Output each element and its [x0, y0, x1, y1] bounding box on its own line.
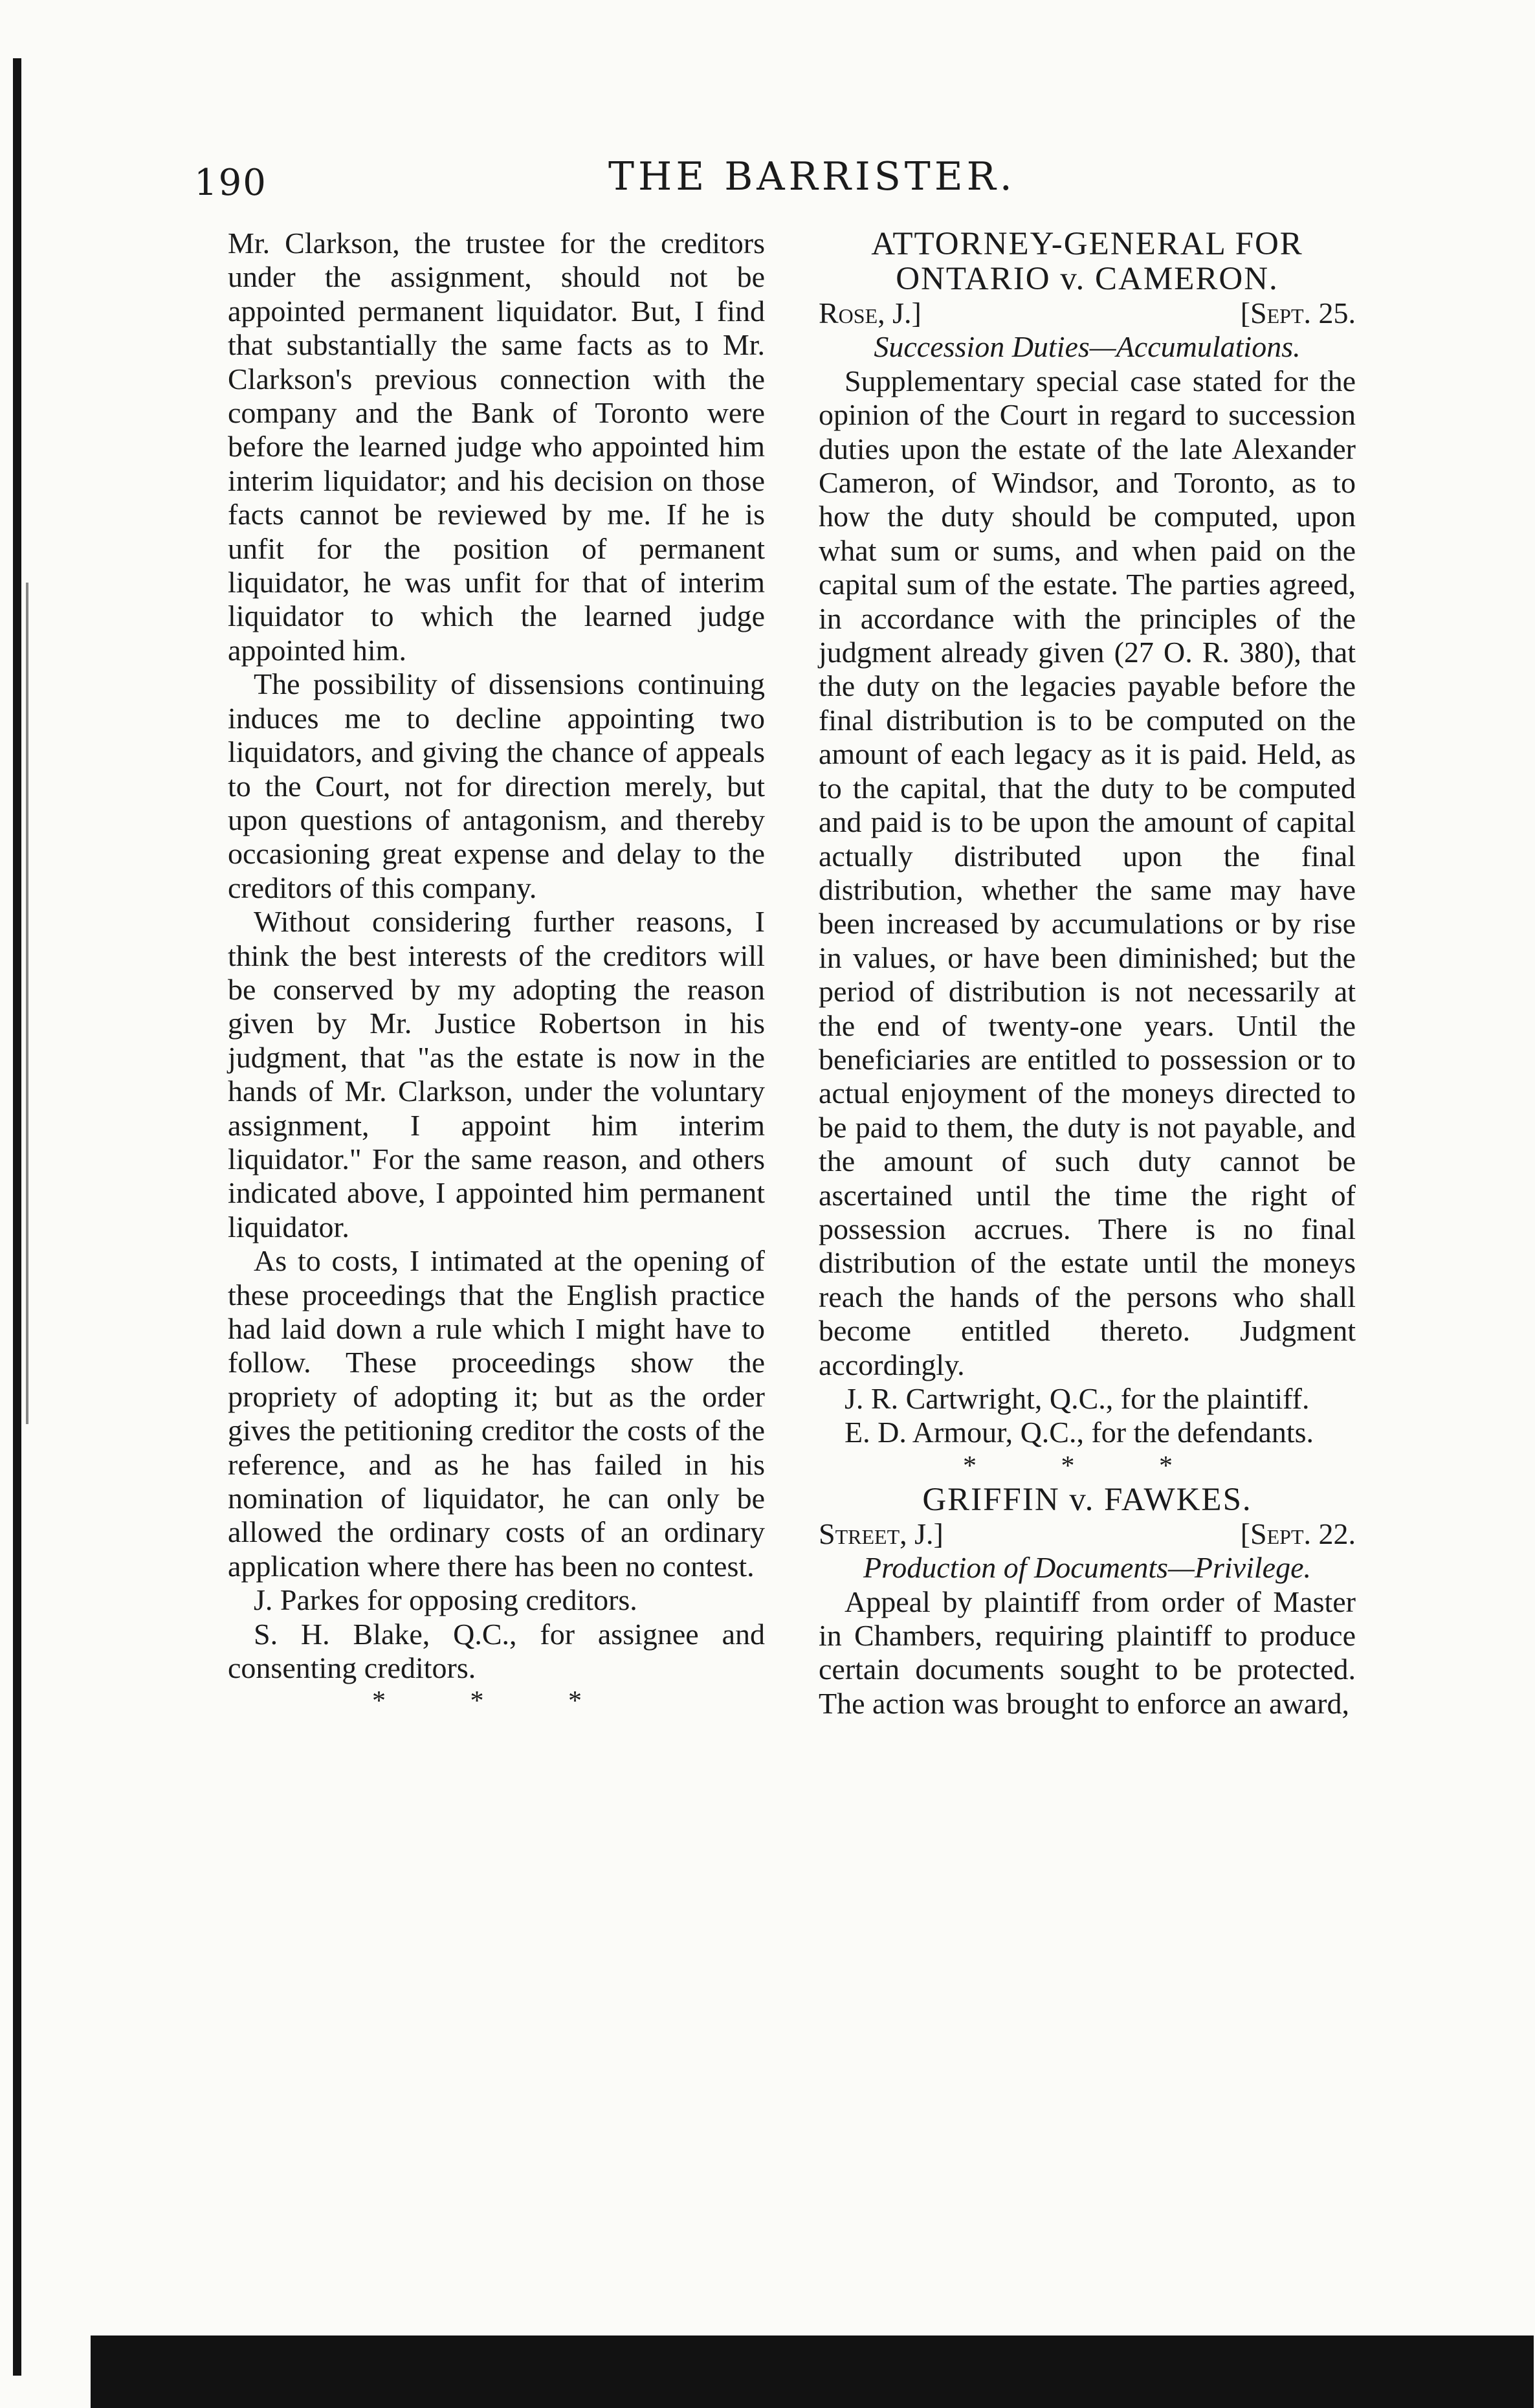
page-number: 190	[194, 162, 267, 204]
section-separator: * * *	[372, 1686, 621, 1717]
paragraph: The possibility of dissensions continuing induces me to decline appointing two liquidators, and giving the chance of appeals to the Court, not for direction merely, but upon questions of antagonism, and thereby occasioning great expense and delay to the creditors of this company.	[228, 667, 765, 904]
paragraph: Supplementary special case stated for the opinion of the Court in regard to succession duties upon the estate of the late Alexander Cameron, of Windsor, and Toronto, as to how the duty should be computed, upon what sum or sums, and when paid on the capital sum of the estate. The parties agreed, in accordance with the principles of the judgment already given (27 O. R. 380), that the duty on the legacies payable before the final distribution is to be computed on the amount of each legacy as it is paid. Held, as to the capital, that the duty to be computed and paid is to be upon the amount of capital actually distributed upon the final distribution, whether the same may have been increased by accumulations or by rise in values, or have been diminished; but the period of distribution is not necessarily at the end of twenty-one years. Until the beneficiaries are entitled to possession or to actual enjoyment of the moneys directed to be paid to them, the duty is not payable, and the amount of such duty cannot be ascertained until the time the right of possession accrues. There is no final distribution of the estate until the moneys reach the hands of the persons who shall become entitled thereto. Judgment accordingly.	[819, 364, 1356, 1381]
judge: Street, J.]	[819, 1517, 944, 1550]
running-head: THE BARRISTER.	[608, 154, 1016, 199]
section-separator: * * *	[963, 1451, 1211, 1481]
paragraph: As to costs, I intimated at the opening of these proceedings that the English practice had laid down a rule which I might have to follow. These proceedings show the propriety of adopting it; but as the order gives the petitioning creditor the costs of the reference, and as he has failed in his nomination of liquidator, he can only be allowed the ordinary costs of an ordinary application where there has been no contest.	[228, 1244, 765, 1583]
paragraph: Without considering further reasons, I think the best interests of the creditors will be conserved by my adopting the reason given by Mr. Justice Robertson in his judgment, that "as the estate is now in the hands of Mr. Clarkson, under the voluntary assignment, I appoint him interim liquidator." For the same reason, and others indicated above, I appointed him permanent liquidator.	[228, 905, 765, 1243]
paragraph: Mr. Clarkson, the trustee for the creditors under the assignment, should not be appointed permanent liquidator. But, I find that substantially the same facts as to Mr. Clarkson's previous connection with the company and the Bank of Toronto were before the learned judge who appointed him interim liquidator; and his decision on those facts cannot be reviewed by me. If he is unfit for the position of permanent liquidator, he was unfit for that of interim liquidator to which the learned judge appointed him.	[228, 227, 765, 667]
judge-line	[819, 1517, 1356, 1551]
counsel-line: J. R. Cartwright, Q.C., for the plaintiff.	[845, 1382, 1310, 1415]
judge-line	[819, 296, 1356, 330]
counsel-line: J. Parkes for opposing creditors.	[254, 1583, 637, 1617]
page-header	[194, 154, 1398, 212]
date: [Sept. 22.	[1240, 1517, 1356, 1550]
judge: Rose, J.]	[819, 296, 922, 329]
date: [Sept. 25.	[1240, 296, 1356, 329]
case-subject: Production of Documents—Privilege.	[863, 1551, 1311, 1585]
counsel-line: S. H. Blake, Q.C., for assignee and consenting creditors.	[228, 1617, 765, 1685]
counsel-line: E. D. Armour, Q.C., for the defendants.	[845, 1416, 1314, 1449]
right-column	[819, 227, 1356, 1721]
paragraph: Appeal by plaintiff from order of Master in Chambers, requiring plaintiff to produce certain documents sought to be protected. The action was brought to enforce an award,	[819, 1585, 1356, 1720]
scan-left-edge	[13, 58, 21, 2376]
case-subject: Succession Duties—Accumulations.	[874, 330, 1301, 364]
scan-left-edge-mark	[26, 583, 28, 1424]
case-title: ATTORNEY-GENERAL FOR ONTARIO v. CAMERON.	[871, 226, 1303, 297]
scan-bottom-edge	[91, 2336, 1534, 2408]
left-column	[228, 227, 765, 1717]
case-title: GRIFFIN v. FAWKES.	[922, 1481, 1252, 1518]
